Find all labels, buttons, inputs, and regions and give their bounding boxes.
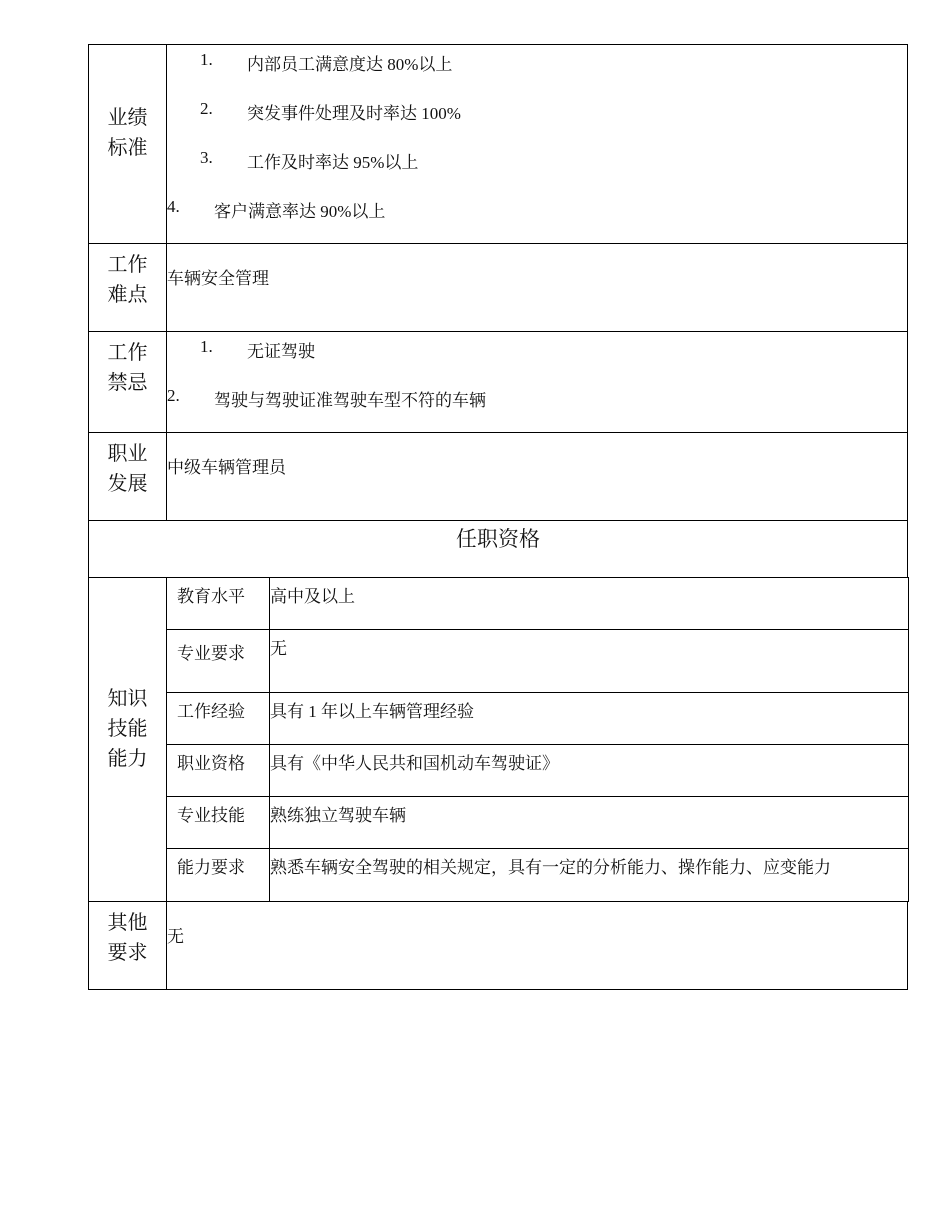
career-label: [89, 433, 167, 521]
other-row: [89, 902, 908, 990]
label-line: 能力: [107, 748, 148, 770]
item-text: 内部员工满意度达 80%以上: [247, 55, 453, 74]
label-line: 发展: [107, 473, 148, 495]
row-key: 能力要求: [167, 849, 270, 902]
knowledge-label: [89, 578, 167, 902]
table-row: [167, 797, 909, 849]
item-number: 2.: [200, 99, 213, 118]
label-line: 难点: [107, 284, 148, 306]
label-line: 工作: [107, 254, 148, 276]
prohibited-label: [89, 332, 167, 433]
list-item: [167, 381, 907, 430]
label-line: 禁忌: [107, 372, 148, 394]
label-line: 技能: [107, 718, 148, 740]
row-value: 熟练独立驾驶车辆: [270, 797, 909, 849]
performance-label: [89, 45, 167, 244]
row-value: 具有《中华人民共和国机动车驾驶证》: [270, 745, 909, 797]
table-row: [167, 578, 909, 630]
difficulty-text: 车辆安全管理: [167, 244, 908, 332]
list-item: [167, 94, 907, 143]
table-row: [167, 630, 909, 693]
label-line: 其他: [107, 912, 148, 934]
item-number: 1.: [200, 337, 213, 356]
difficulty-label: [89, 244, 167, 332]
table-row: [167, 745, 909, 797]
list-item: [167, 143, 907, 192]
row-key: 专业要求: [167, 630, 270, 693]
table-row: [167, 849, 909, 902]
career-row: [89, 433, 908, 521]
knowledge-table: [166, 577, 909, 902]
item-number: 2.: [167, 386, 180, 405]
row-value: 熟悉车辆安全驾驶的相关规定，具有一定的分析能力、操作能力、应变能力: [270, 849, 909, 902]
item-text: 工作及时率达 95%以上: [247, 153, 419, 172]
row-key: 专业技能: [167, 797, 270, 849]
label-line: 业绩: [107, 107, 148, 129]
row-value: 无: [270, 630, 909, 693]
performance-row: [89, 45, 908, 244]
label-line: 知识: [107, 688, 148, 710]
list-item: [167, 192, 907, 241]
row-value: 具有 1 年以上车辆管理经验: [270, 693, 909, 745]
career-text: 中级车辆管理员: [167, 433, 908, 521]
prohibited-content: [167, 332, 908, 433]
row-key: 职业资格: [167, 745, 270, 797]
other-text: 无: [167, 902, 908, 990]
item-text: 突发事件处理及时率达 100%: [247, 104, 461, 123]
item-number: 4.: [167, 197, 180, 216]
list-item: [167, 45, 907, 94]
list-item: [167, 332, 907, 381]
row-key: 教育水平: [167, 578, 270, 630]
item-text: 驾驶与驾驶证准驾驶车型不符的车辆: [214, 391, 486, 410]
difficulty-row: [89, 244, 908, 332]
item-number: 1.: [200, 50, 213, 69]
label-line: 职业: [107, 443, 148, 465]
item-text: 无证驾驶: [247, 342, 315, 361]
prohibited-row: [89, 332, 908, 433]
item-number: 3.: [200, 148, 213, 167]
qualification-header-row: [89, 521, 908, 578]
row-key: 工作经验: [167, 693, 270, 745]
other-label: [89, 902, 167, 990]
table-row: [167, 693, 909, 745]
knowledge-row: [89, 578, 908, 902]
row-value: 高中及以上: [270, 578, 909, 630]
qualification-header: 任职资格: [89, 521, 908, 578]
job-table: [88, 44, 908, 990]
performance-content: [167, 45, 908, 244]
label-line: 要求: [107, 942, 148, 964]
label-line: 工作: [107, 342, 148, 364]
label-line: 标准: [107, 137, 148, 159]
item-text: 客户满意率达 90%以上: [214, 202, 386, 221]
job-description-sheet: [88, 44, 907, 990]
knowledge-detail-cell: [167, 578, 908, 902]
